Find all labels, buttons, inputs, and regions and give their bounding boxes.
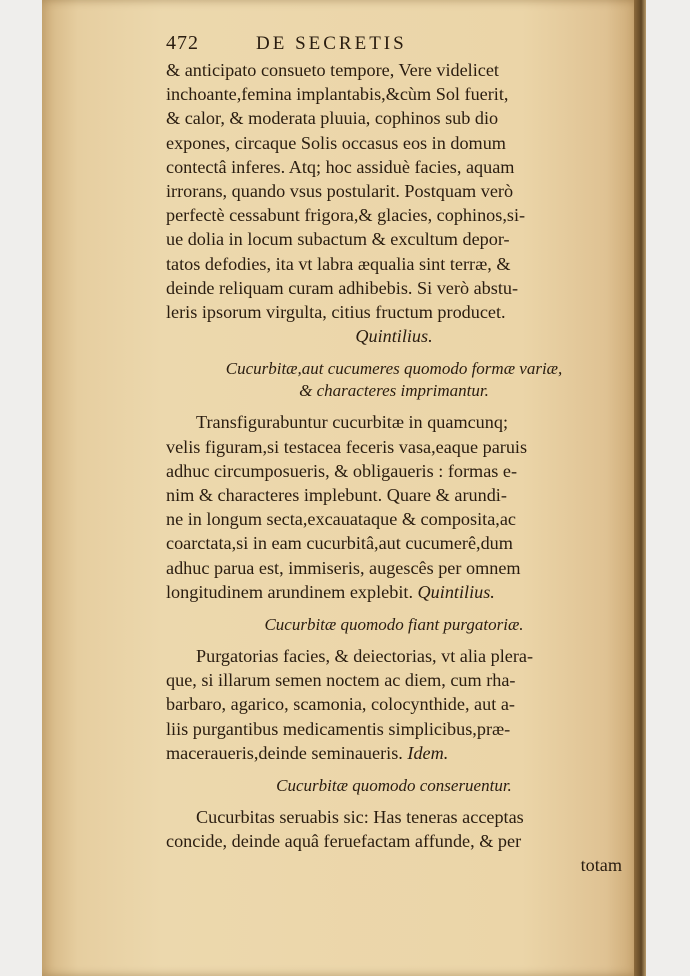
page-number: 472 [166,32,199,54]
text-line: tatos defodies, ita vt labra æqualia sint terræ, & [166,253,511,274]
text-line: Transfigurabuntur cucurbitæ in quamcunq; [196,412,509,433]
section-heading-2: Cucurbitæ quomodo fiant purgatoriæ. [264,615,524,635]
text-fragment: longitudinem arundinem explebit. [166,581,413,602]
page-edge [634,0,646,976]
text-line: velis figuram,si testacea feceris vasa,eaque paruis [166,436,528,457]
text-line: perfectè cessabunt frigora,& glacies, cophinos,si- [166,205,526,226]
paragraph-1 [166,58,622,348]
text-line: barbaro, agarico, scamonia, colocynthide, aut a- [166,694,515,715]
catchword: totam [580,855,622,876]
paragraph-2 [166,410,622,604]
paragraph-4 [166,805,622,878]
text-line: contectâ inferes. Atq; hoc assiduè facies, aquam [166,156,515,177]
page-text [166,32,622,878]
text-line: concide, deinde aquâ feruefactam affunde, & per [166,831,522,852]
text-line: irrorans, quando vsus postularit. Postquam verò [166,181,514,202]
text-line: nim & characteres implebunt. Quare & arundi- [166,485,507,506]
source-attribution: Idem. [407,742,449,763]
text-line: Cucurbitas seruabis sic: Has teneras acceptas [196,807,524,828]
running-title: DE SECRETIS [256,33,407,54]
text-line: deinde reliquam curam adhibebis. Si verò abstu- [166,277,519,298]
heading-line: & characteres imprimantur. [299,381,489,401]
text-line: & anticipato consueto tempore, Vere videlicet [166,60,499,80]
text-line: adhuc circumposueris, & obligaueris : formas e- [166,460,518,481]
text-line: inchoante,femina implantabis,&cùm Sol fuerit, [166,84,509,105]
text-line: coarctata,si in eam cucurbitâ,aut cucumerê,dum [166,533,513,554]
heading-line: Cucurbitæ,aut cucumeres quomodo formæ variæ, [225,359,563,379]
text-line: leris ipsorum virgulta, citius fructum producet. [166,302,506,323]
text-line-last [166,580,622,604]
text-line: expones, circaque Solis occasus eos in domum [166,132,506,153]
text-line: Purgatorias facies, & deiectorias, vt alia plera- [196,646,534,667]
text-line: que, si illarum semen noctem ac diem, cum rha- [166,670,516,691]
text-line: adhuc parua est, immiseris, augescês per omnem [166,557,521,578]
text-line-last [166,741,622,765]
section-heading-1 [166,358,622,402]
text-line: liis purgantibus medicamentis simplicibus,præ- [166,718,511,739]
text-line: & calor, & moderata pluuia, cophinos sub dio [166,108,499,129]
paragraph-3 [166,644,622,765]
page-header [166,32,622,58]
text-fragment: maceraueris,deinde seminaueris. [166,742,403,763]
text-line: ne in longum secta,excauataque & composita,ac [166,509,516,530]
source-attribution: Quintilius. [417,581,495,602]
text-line: ue dolia in locum subactum & excultum depor- [166,229,510,250]
source-attribution: Quintilius. [355,326,433,347]
section-heading-3: Cucurbitæ quomodo conseruentur. [276,776,512,796]
